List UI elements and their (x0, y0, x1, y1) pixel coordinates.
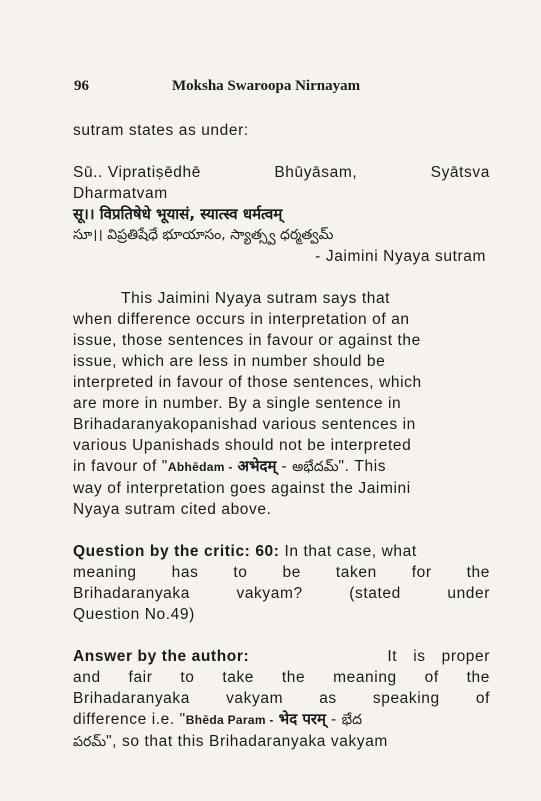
text-word: be (282, 564, 301, 581)
text-word: Brihadaranyaka (73, 690, 190, 707)
text-word: Bhūyāsam, (274, 164, 358, 181)
text-word: of (475, 690, 490, 707)
sutra-transliteration (73, 162, 490, 183)
text-span: - (330, 711, 337, 728)
text-word: Brihadaranyaka (73, 585, 190, 602)
text-word: Syātsva (430, 164, 490, 181)
question-line (73, 562, 490, 583)
text-word: of (424, 669, 439, 686)
text-word: as (319, 690, 337, 707)
text-word: meaning (73, 564, 137, 581)
text-span: In that case, what (284, 543, 417, 560)
text-word: to (180, 669, 195, 686)
text-word: speaking (372, 690, 440, 707)
text-word: the (466, 669, 490, 686)
page-header (74, 78, 481, 100)
text-word: fair (128, 669, 153, 686)
paragraph-line: issue, those sentences in favour or against the (73, 332, 421, 349)
page-body (73, 120, 490, 753)
text-line: Dharmatvam (73, 185, 168, 202)
text-word: for (411, 564, 432, 581)
text-span: ", so that this Brihadaranyaka vakyam (106, 733, 388, 750)
text-word: taken (335, 564, 377, 581)
telugu-word: అభేదమ్ (292, 459, 339, 475)
text-word: the (466, 564, 490, 581)
paragraph-line: way of interpretation goes against the Jaimini (73, 480, 411, 497)
devanagari-word: अभेदम् (237, 457, 277, 475)
paragraph-line: Nyaya sutram cited above. (73, 501, 272, 518)
text-word: take (222, 669, 255, 686)
text-word: vakyam (226, 690, 284, 707)
text-word: to (233, 564, 248, 581)
text-word: under (447, 585, 490, 602)
question-line: Question No.49) (73, 606, 195, 623)
text-word: (stated (349, 585, 401, 602)
devanagari-word: भेद परम् (278, 710, 327, 728)
answer-line (73, 646, 490, 667)
text-span: in favour of " (73, 458, 168, 475)
telugu-word: భేద (341, 712, 363, 728)
text-span: ". This (338, 458, 387, 475)
paragraph-line: interpreted in favour of those sentences, which (73, 374, 422, 391)
text-word: is (413, 648, 426, 665)
telugu-word: పరమ్ (73, 734, 107, 750)
sutra-devanagari: सू।। विप्रतिषेधे भूयासं, स्यात्स्व धर्मत्वम् (73, 205, 283, 223)
paragraph-line: This Jaimini Nyaya sutram says that (121, 290, 391, 307)
answer-label: Answer by the author: (73, 648, 250, 665)
text-span: - (281, 458, 288, 475)
sutra-attribution: - Jaimini Nyaya sutram (315, 248, 486, 265)
answer-line (73, 688, 490, 709)
question-label: Question by the critic: 60: (73, 543, 280, 560)
text-word: has (171, 564, 199, 581)
text-span: Bhēda Param - (185, 713, 274, 727)
text-word: It (387, 648, 398, 665)
sutra-telugu: సూ।। విప్రతిషేధే భూయాసం, స్యాత్స్వ ధర్మత్వమ్ (73, 227, 334, 243)
paragraph-line: Brihadaranyakopanishad various sentences in (73, 416, 416, 433)
text-word: proper (441, 648, 490, 665)
text-group (387, 646, 490, 667)
question-line (73, 541, 490, 562)
paragraph-line (73, 456, 490, 478)
text-word: meaning (333, 669, 397, 686)
answer-line (73, 731, 490, 753)
text-line: sutram states as under: (73, 122, 249, 139)
text-span: difference i.e. " (73, 711, 186, 728)
answer-line (73, 709, 490, 731)
text-word: Sū.. Vipratiṣēdhē (73, 164, 201, 181)
paragraph-line: various Upanishads should not be interpreted (73, 437, 412, 454)
page-number: 96 (74, 78, 89, 94)
running-title: Moksha Swaroopa Nirnayam (172, 78, 361, 94)
text-word: vakyam? (236, 585, 303, 602)
paragraph-line: when difference occurs in interpretation of an (73, 311, 410, 328)
text-span: Abhēdam - (167, 460, 233, 474)
paragraph-line: issue, which are less in number should be (73, 353, 386, 370)
text-word: the (281, 669, 306, 686)
answer-line (73, 667, 490, 688)
paragraph-line: are more in number. By a single sentence in (73, 395, 402, 412)
question-line (73, 583, 490, 604)
text-word: and (73, 669, 101, 686)
